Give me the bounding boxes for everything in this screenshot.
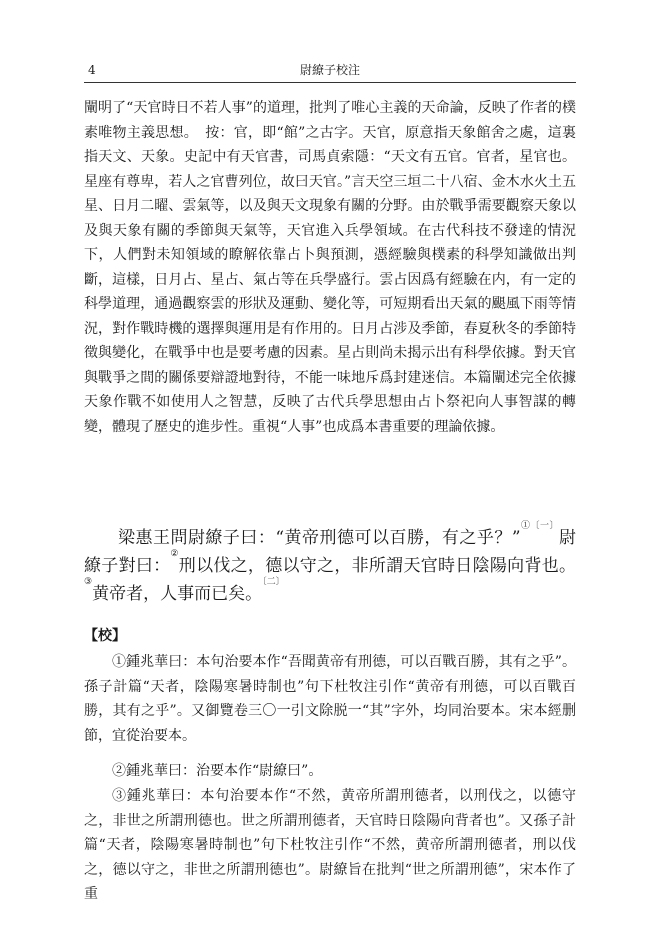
intro-paragraph: 闡明了“天官時日不若人事”的道理，批判了唯心主義的天命論，反映了作者的樸素唯物主義思想。 按：官，即“館”之古字。天官，原意指天象館舍之處，這裏指天文、天象。史記中有天官書，司馬貞索隱：“天文有五官。官者，星官也。星座有尊卑，若人之官曹列位，故曰天官。”言天空三垣二十八宿、金木水火土五星、日月二曜、雲氣等，以及與天文現象有關的分野。由於戰爭需要觀察天象以及與天象有關的季節與天氣等，天官進入兵學領域。在古代科技不發達的情況下，人們對未知領域的瞭解依靠占卜與預測，憑經驗與樸素的科學知識做出判斷，這樣，日月占、星占、氣占等在兵學盛行。雲占因爲有經驗在内，有一定的科學道理，通過觀察雲的形狀及運動、變化等，可短期看出天氣的颶風下雨等情況，對作戰時機的選擇與運用是有作用的。日月占涉及季節，春夏秋冬的季節特徵與變化，在戰爭中也是要考慮的因素。星占則尚未揭示出有科學依據。對天官與戰爭之間的關係要辯證地對待，不能一味地斥爲封建迷信。本篇闡述完全依據天象作戰不如使用人之智慧，反映了古代兵學思想由占卜祭祀向人事智謀的轉變，體現了歷史的進步性。重視“人事”也成爲本書重要的理論依據。 [84,100,576,435]
book-title: 尉繚子校注 [299,63,360,77]
main-text-segment: 梁惠王問尉繚子曰：“黄帝刑德可以百勝，有之乎？” [118,528,521,548]
collation-note: ①鍾兆華曰：本句治要本作“吾聞黄帝有刑德，可以百戰百勝，其有之乎”。孫子計篇“天者，陰陽寒暑時制也”句下杜牧注引作“黄帝有刑德，可以百戰百勝，其有之乎”。又御覽卷三〇一引文除脱一“其”字外，均同治要本。宋本經删節，宜從治要本。 [84,654,576,744]
collation-note: ②鍾兆華曰：治要本作“尉繚曰”。 [112,763,323,779]
main-text-segment: 尉繚子對曰： [84,528,576,576]
footnote-marker: ② [170,549,179,559]
main-text [84,521,577,608]
footnote-marker: 〔二〕 [262,577,285,587]
footnote-marker: ①〔一〕 [520,521,559,531]
page-number: 4 [88,63,96,77]
main-text-segment: 黄帝者，人事而已矣。 [92,584,263,604]
main-text-segment: 刑以伐之，德以守之，非所謂天官時日陰陽向背也。 [178,556,577,576]
running-header [84,62,576,83]
collation-note: ③鍾兆華曰：本句治要本作“不然，黄帝所謂刑德者，以刑伐之，以德守之，非世之所謂刑德也。世之所謂刑德者，天官時日陰陽向背者也”。又孫子計篇“天者，陰陽寒暑時制也”句下杜牧注引作“不然，黄帝所謂刑德者，刑以伐之，德以守之，非世之所謂刑德也”。尉繚旨在批判“世之所謂刑德”，宋本作了重 [84,788,576,902]
collation-heading: 【校】 [84,628,126,644]
footnote-marker: ③ [84,577,93,587]
